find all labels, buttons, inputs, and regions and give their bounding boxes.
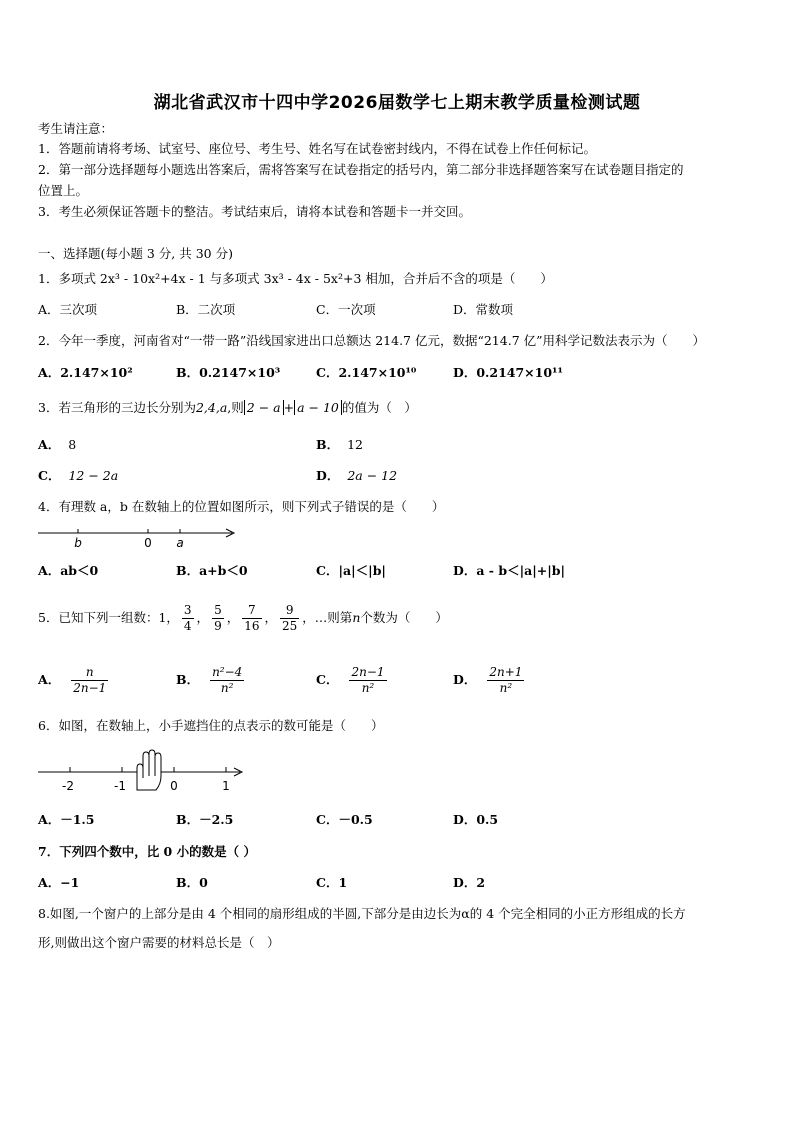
label-minus-2: -2 bbox=[62, 779, 74, 793]
q5-stem-part: 5．已知下列一组数：1， bbox=[38, 610, 179, 625]
q3-stem-part: 3．若三角形的三边长分别为 bbox=[38, 400, 196, 415]
q3-option-c[interactable] bbox=[38, 467, 118, 485]
label-zero: 0 bbox=[170, 779, 178, 793]
question-1-stem: 1．多项式 2x³ - 10x²+4x - 1 与多项式 3x³ - 4x - 5x²+3 相加，合并后不含的项是（ ） bbox=[38, 271, 553, 286]
option-fraction: $\frac{2n-1}{\text{n²}}$ bbox=[351, 665, 385, 695]
q5-option-b[interactable] bbox=[176, 660, 247, 700]
q2-option-a[interactable]: A．2.147×10² bbox=[38, 365, 133, 380]
section-heading: 一、选择题(每小题 3 分, 共 30 分) bbox=[38, 246, 233, 261]
hand-icon bbox=[137, 750, 161, 790]
question-7-stem: 7．下列四个数中，比 0 小的数是（ ） bbox=[38, 844, 256, 859]
q1-option-a[interactable]: A．三次项 bbox=[38, 302, 98, 317]
hand-number-line-figure bbox=[36, 748, 246, 794]
q5-option-c[interactable] bbox=[316, 660, 390, 700]
option-label: C． bbox=[316, 672, 339, 687]
q7-option-c[interactable]: C．1 bbox=[316, 875, 348, 890]
q3-abs-2: a − 10 bbox=[294, 400, 342, 415]
option-label: B． bbox=[176, 672, 200, 687]
option-label: B． bbox=[316, 437, 340, 452]
option-fraction: $\frac{\text{n²−4}}{\text{n²}}$ bbox=[212, 665, 243, 695]
q2-option-b[interactable]: B．0.2147×10³ bbox=[176, 365, 281, 380]
q5-stem-part: ，…则第 bbox=[302, 610, 353, 625]
question-6-stem: 6．如图，在数轴上，小手遮挡住的点表示的数可能是（ ） bbox=[38, 718, 384, 733]
option-fraction: $\frac{n}{2n-1}$ bbox=[73, 665, 107, 695]
label-one: 1 bbox=[222, 779, 230, 793]
option-value: 12 − 2a bbox=[68, 468, 119, 483]
option-value: 12 bbox=[347, 437, 363, 452]
option-label: D． bbox=[316, 468, 340, 483]
option-label: C． bbox=[38, 468, 61, 483]
q7-option-a[interactable]: A．−1 bbox=[38, 875, 80, 890]
option-value: 8 bbox=[68, 437, 77, 452]
notice-item: 3．考生必须保证答题卡的整洁。考试结束后，请将本试卷和答题卡一并交回。 bbox=[38, 204, 471, 219]
q5-fraction: $\frac{9}{25}$ bbox=[282, 603, 298, 633]
q6-option-c[interactable]: C．－0.5 bbox=[316, 812, 373, 827]
notice-heading: 考生请注意： bbox=[38, 121, 114, 136]
question-3-stem bbox=[38, 399, 417, 417]
notice-item: 1．答题前请将考场、试室号、座位号、考生号、姓名写在试卷密封线内，不得在试卷上作任何标记。 bbox=[38, 141, 596, 156]
q4-option-c[interactable]: C．|a|＜|b| bbox=[316, 563, 386, 578]
label-minus-1: -1 bbox=[114, 779, 126, 793]
label-a: a bbox=[176, 536, 184, 550]
q4-option-d[interactable]: D．a - b＜|a|+|b| bbox=[453, 563, 566, 578]
notice-item: 位置上。 bbox=[38, 183, 89, 198]
q3-abs-1: 2 − a bbox=[244, 400, 284, 415]
q4-option-a[interactable]: A．ab＜0 bbox=[38, 563, 99, 578]
q3-option-a[interactable] bbox=[38, 436, 76, 454]
question-8-line-1: 8.如图,一个窗户的上部分是由 4 个相同的扇形组成的半圆,下部分是由边长为α的 4 个完全相同的小正方形组成的长方 bbox=[38, 906, 686, 921]
q5-option-a[interactable] bbox=[38, 660, 111, 700]
q3-sides: 2,4,a bbox=[195, 400, 228, 415]
question-2-stem: 2．今年一季度，河南省对“一带一路”沿线国家进出口总额达 214.7 亿元，数据“214.7 亿”用科学记数法表示为（ ） bbox=[38, 333, 706, 348]
question-8-line-2: 形,则做出这个窗户需要的材料总长是（ ） bbox=[38, 935, 280, 950]
q1-option-b[interactable]: B．二次项 bbox=[176, 302, 236, 317]
q5-fraction: $\frac{5}{9}$ bbox=[214, 603, 222, 633]
option-label: D． bbox=[453, 672, 477, 687]
q1-option-d[interactable]: D．常数项 bbox=[453, 302, 514, 317]
option-label: A． bbox=[38, 437, 61, 452]
q7-option-d[interactable]: D．2 bbox=[453, 875, 486, 890]
label-b: b bbox=[74, 536, 82, 550]
q7-option-b[interactable]: B．0 bbox=[176, 875, 208, 890]
q6-option-d[interactable]: D．0.5 bbox=[453, 812, 499, 827]
q4-option-b[interactable]: B．a+b＜0 bbox=[176, 563, 248, 578]
q5-fraction: $\frac{7}{16}$ bbox=[244, 603, 260, 633]
q3-option-d[interactable] bbox=[316, 467, 397, 485]
notice-item: 2．第一部分选择题每小题选出答案后，需将答案写在试卷指定的括号内，第二部分非选择题答案写在试卷题目指定的 bbox=[38, 162, 684, 177]
option-label: A． bbox=[38, 672, 61, 687]
q3-stem-part: 的值为（ ） bbox=[341, 400, 417, 415]
q5-option-d[interactable] bbox=[453, 660, 527, 700]
label-zero: 0 bbox=[144, 536, 152, 550]
q3-option-b[interactable] bbox=[316, 436, 363, 454]
page-title: 湖北省武汉市十四中学2026届数学七上期末教学质量检测试题 bbox=[153, 93, 641, 113]
q2-option-c[interactable]: C．2.147×10¹⁰ bbox=[316, 365, 417, 380]
q3-plus: + bbox=[283, 400, 295, 415]
question-4-stem: 4．有理数 a，b 在数轴上的位置如图所示，则下列式子错误的是（ ） bbox=[38, 499, 445, 514]
q1-option-c[interactable]: C．一次项 bbox=[316, 302, 376, 317]
question-5-stem: 5．已知下列一组数：1， $\frac{3}{4}$ ， $\frac{5}{9}$ ， $\frac{7}{16}$ ， $\frac{9}{25}$ ，…则第n个数为（ ） bbox=[38, 603, 448, 633]
q5-fraction: $\frac{3}{4}$ bbox=[183, 603, 192, 633]
number-line-figure bbox=[36, 524, 246, 550]
q5-stem-part: 个数为（ ） bbox=[360, 610, 448, 625]
option-fraction: $\frac{2n+1}{\text{n²}}$ bbox=[489, 665, 523, 695]
option-value: 2a − 12 bbox=[347, 468, 398, 483]
q5-n: n bbox=[352, 610, 361, 625]
q6-option-a[interactable]: A．－1.5 bbox=[38, 812, 95, 827]
q6-option-b[interactable]: B．－2.5 bbox=[176, 812, 234, 827]
q2-option-d[interactable]: D．0.2147×10¹¹ bbox=[453, 365, 563, 380]
q3-stem-part: ,则 bbox=[227, 400, 244, 415]
